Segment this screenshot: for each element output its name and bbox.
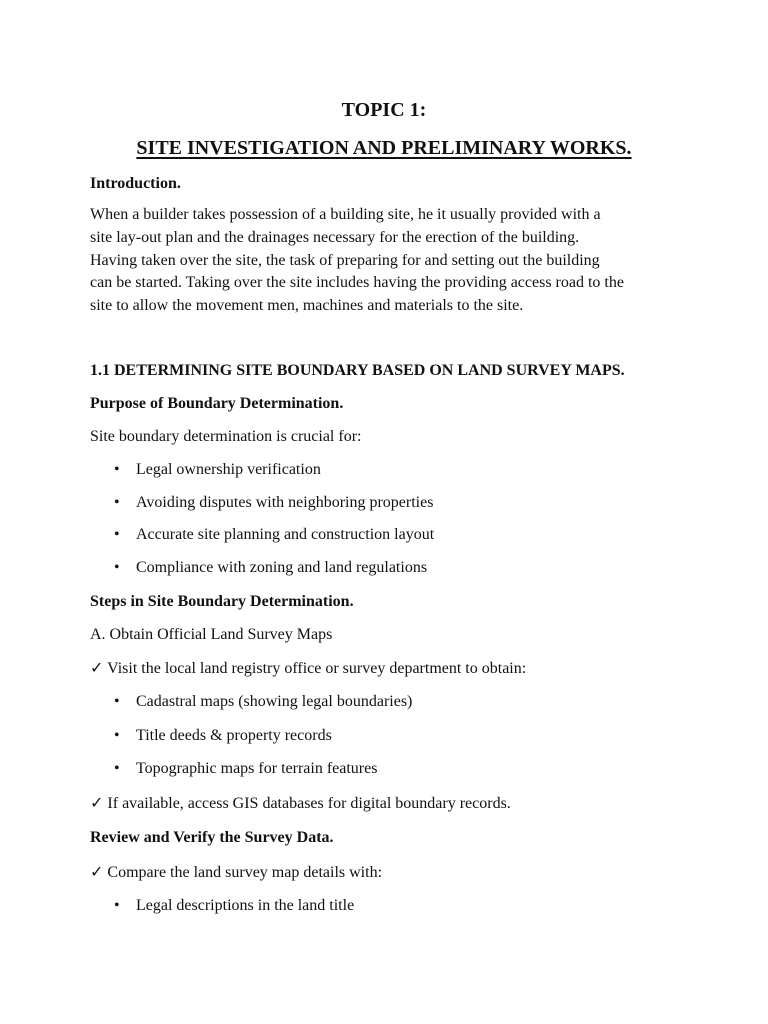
list-item: Legal descriptions in the land title [136, 897, 355, 914]
intro-heading: Introduction. [90, 175, 181, 192]
bullet-icon: • [114, 693, 120, 710]
topic-heading: TOPIC 1: [341, 99, 427, 121]
steps-heading: Steps in Site Boundary Determination. [90, 593, 354, 610]
document-title [0, 136, 768, 160]
bullet-icon: • [114, 897, 120, 914]
bullet-icon: • [114, 526, 120, 543]
review-heading: Review and Verify the Survey Data. [90, 829, 334, 846]
document-title-text: SITE INVESTIGATION AND PRELIMINARY WORKS. [136, 137, 632, 159]
intro-line: site lay-out plan and the drainages necessary for the erection of the building. [90, 229, 580, 246]
purpose-heading: Purpose of Boundary Determination. [90, 395, 344, 412]
list-item: Topographic maps for terrain features [136, 760, 378, 777]
bullet-icon: • [114, 494, 120, 511]
bullet-icon: • [114, 461, 120, 478]
intro-line: When a builder takes possession of a building site, he it usually provided with a [90, 206, 601, 223]
list-item: Cadastral maps (showing legal boundaries) [136, 693, 413, 710]
purpose-intro: Site boundary determination is crucial for: [90, 428, 362, 445]
list-item: Title deeds & property records [136, 727, 332, 744]
checkmark-line: ✓ Compare the land survey map details with: [90, 864, 383, 881]
intro-line: can be started. Taking over the site includes having the providing access road to the [90, 274, 624, 291]
section-heading-1-1: 1.1 DETERMINING SITE BOUNDARY BASED ON LAND SURVEY MAPS. [90, 362, 625, 379]
list-item: Compliance with zoning and land regulations [136, 559, 428, 576]
list-item: Accurate site planning and construction layout [136, 526, 435, 543]
step-a: A. Obtain Official Land Survey Maps [90, 626, 333, 643]
bullet-icon: • [114, 559, 120, 576]
bullet-icon: • [114, 727, 120, 744]
list-item: Avoiding disputes with neighboring properties [136, 494, 434, 511]
checkmark-line: ✓ If available, access GIS databases for digital boundary records. [90, 795, 511, 812]
checkmark-line: ✓ Visit the local land registry office or survey department to obtain: [90, 660, 527, 677]
bullet-icon: • [114, 760, 120, 777]
list-item: Legal ownership verification [136, 461, 321, 478]
intro-line: site to allow the movement men, machines and materials to the site. [90, 297, 524, 314]
intro-line: Having taken over the site, the task of preparing for and setting out the building [90, 252, 600, 269]
